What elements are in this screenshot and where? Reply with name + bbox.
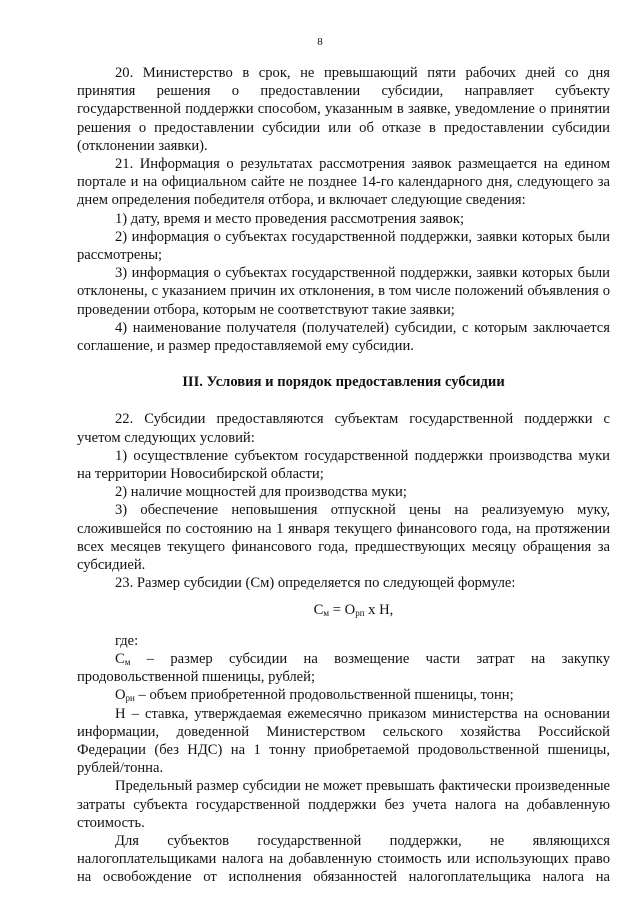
section-heading: III. Условия и порядок предоставления субсидии — [182, 374, 505, 391]
list-item-21-2: 2) информация о субъектах государственной поддержки, заявки которых были рассмотрены; — [77, 228, 610, 264]
list-item-21-4: 4) наименование получателя (получателей) субсидии, с которым заключается соглашение, и размер предоставляемой ему субсидии. — [77, 319, 610, 355]
paragraph-22: 22. Субсидии предоставляются субъектам государственной поддержки с учетом следующих условий: — [77, 411, 610, 446]
definition-h: Н – ставка, утверждаемая ежемесячно приказом министерства на основании информации, доведенной Министерством сельского хозяйства Российской Федерации (без НДС) на 1 тонну приобретаемой продовольственной пшеницы, рублей/тонна. — [77, 705, 610, 777]
paragraph-vat: Для субъектов государственной поддержки, не являющихся налогоплательщиками налога на добавленную стоимость или использующих право на освобождение от исполнения обязанностей налогоплательщика налога на — [77, 832, 610, 886]
definition-o-subscript: рн — [125, 693, 135, 704]
definition-cm-subscript: м — [124, 656, 131, 667]
formula-rest: х Н, — [364, 602, 394, 619]
paragraph-21: 21. Информация о результатах рассмотрения заявок размещается на едином портале и на официальном сайте не позднее 14-го календарного дня, следующего за днем определения победителя отбора, и включает следующие сведения: — [77, 156, 610, 209]
formula-c-subscript: м — [323, 608, 330, 619]
list-item-22-3: 3) обеспечение неповышения отпускной цены на реализуемую муку, сложившейся по состоянию на 1 января текущего финансового года, на протяжении всех месяцев текущего финансового года, предшествующих месяцу обращения за субсидией. — [77, 502, 610, 574]
paragraph-20: 20. Министерство в срок, не превышающий пяти рабочих дней со дня принятия решения о предоставлении субсидии, направляет субъекту государственной поддержки способом, указанным в заявке, уведомление о принятии решения о предоставлении субсидии или об отказе в предоставлении субсидии (отклонении заявки). — [77, 65, 610, 154]
definition-cm — [77, 650, 610, 686]
list-item-21-3: 3) информация о субъектах государственной поддержки, заявки которых были отклонены, с указанием причин их отклонения, в том числе положений объявления о проведении отбора, которым не соответствуют такие заявки; — [77, 265, 610, 318]
where-label: где: — [115, 632, 139, 649]
paragraph-limit: Предельный размер субсидии не может превышать фактически произведенные затраты субъекта государственной поддержки без учета налога на добавленную стоимость. — [77, 778, 610, 831]
list-item-22-1: 1) осуществление субъектом государственной поддержки производства муки на территории Новосибирской области; — [77, 447, 610, 483]
definition-o — [77, 686, 610, 704]
definition-o-text: – объем приобретенной продовольственной пшеницы, тонн; — [134, 687, 514, 704]
list-item-22-2: 2) наличие мощностей для производства муки; — [115, 484, 407, 501]
paragraph-23: 23. Размер субсидии (См) определяется по следующей формуле: — [115, 575, 516, 592]
definition-o-symbol: О — [115, 687, 126, 704]
formula-o-subscript: рп — [355, 608, 365, 619]
formula-c: С — [313, 602, 324, 619]
document-body — [77, 64, 610, 887]
page-number: 8 — [317, 36, 323, 48]
definition-cm-symbol: С — [115, 650, 125, 667]
subsidy-formula — [77, 601, 610, 619]
formula-equals: = О — [329, 602, 356, 619]
list-item-21-1: 1) дату, время и место проведения рассмотрения заявок; — [115, 210, 464, 227]
definition-cm-text: – размер субсидии на возмещение части затрат на закупку продовольственной пшеницы, рублей; — [77, 650, 610, 686]
